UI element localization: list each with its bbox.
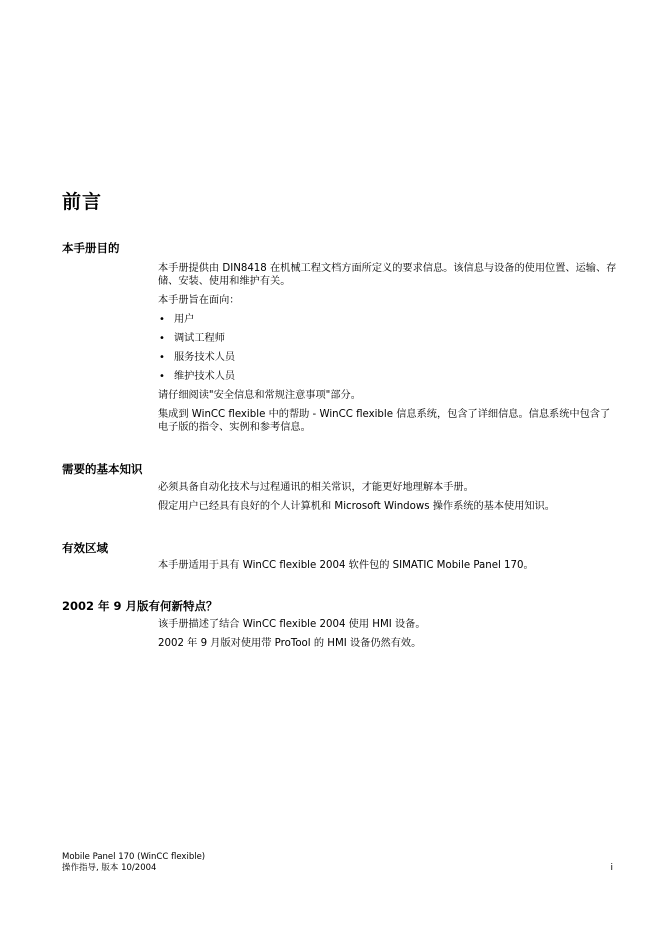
paragraph: 假定用户已经具有良好的个人计算机和 Microsoft Windows 操作系统的基本使用知识。 bbox=[158, 501, 555, 512]
paragraph: 该手册描述了结合 WinCC flexible 2004 使用 HMI 设备。 bbox=[158, 619, 426, 630]
list-item bbox=[158, 332, 620, 345]
section-body-whatsnew bbox=[158, 618, 620, 656]
list-item-text: 调试工程师 bbox=[174, 333, 225, 344]
paragraph: 本手册适用于具有 WinCC flexible 2004 软件包的 SIMATIC Mobile Panel 170。 bbox=[158, 560, 534, 571]
section-body-scope bbox=[158, 559, 620, 578]
section-heading-purpose: 本手册目的 bbox=[62, 241, 120, 255]
page-number: i bbox=[610, 863, 613, 873]
paragraph: 2002 年 9 月版对使用带 ProTool 的 HMI 设备仍然有效。 bbox=[158, 638, 422, 649]
paragraph: 集成到 WinCC flexible 中的帮助 - WinCC flexible 信息系统，包含了详细信息。信息系统中包含了电子版的指令、实例和参考信息。 bbox=[158, 409, 611, 433]
list-item bbox=[158, 370, 620, 383]
list-item bbox=[158, 313, 620, 326]
section-heading-knowledge: 需要的基本知识 bbox=[62, 462, 143, 476]
section-body-knowledge bbox=[158, 481, 620, 519]
bullet-icon: • bbox=[159, 333, 165, 344]
bullet-icon: • bbox=[159, 314, 165, 325]
page-footer bbox=[62, 852, 205, 874]
list-item-text: 用户 bbox=[174, 314, 195, 325]
list-item-text: 服务技术人员 bbox=[174, 352, 236, 363]
audience-list bbox=[158, 313, 620, 383]
paragraph: 本手册提供由 DIN8418 在机械工程文档方面所定义的要求信息。该信息与设备的使用位置、运输、存储、安装、使用和维护有关。 bbox=[158, 263, 617, 287]
paragraph: 请仔细阅读"安全信息和常规注意事项"部分。 bbox=[158, 390, 361, 401]
paragraph: 必须具备自动化技术与过程通讯的相关常识，才能更好地理解本手册。 bbox=[158, 482, 474, 493]
page-title: 前言 bbox=[62, 191, 103, 213]
section-heading-whatsnew: 2002 年 9 月版有何新特点？ bbox=[62, 599, 218, 613]
footer-product-line: Mobile Panel 170 (WinCC flexible) bbox=[62, 852, 206, 862]
list-item bbox=[158, 351, 620, 364]
footer-edition-line: 操作指导, 版本 10/2004 bbox=[62, 863, 157, 873]
list-item-text: 维护技术人员 bbox=[174, 371, 236, 382]
section-body-purpose bbox=[158, 262, 620, 440]
bullet-icon: • bbox=[159, 352, 165, 363]
section-heading-scope: 有效区域 bbox=[62, 541, 108, 555]
bullet-icon: • bbox=[159, 371, 165, 382]
paragraph: 本手册旨在面向： bbox=[158, 295, 240, 306]
